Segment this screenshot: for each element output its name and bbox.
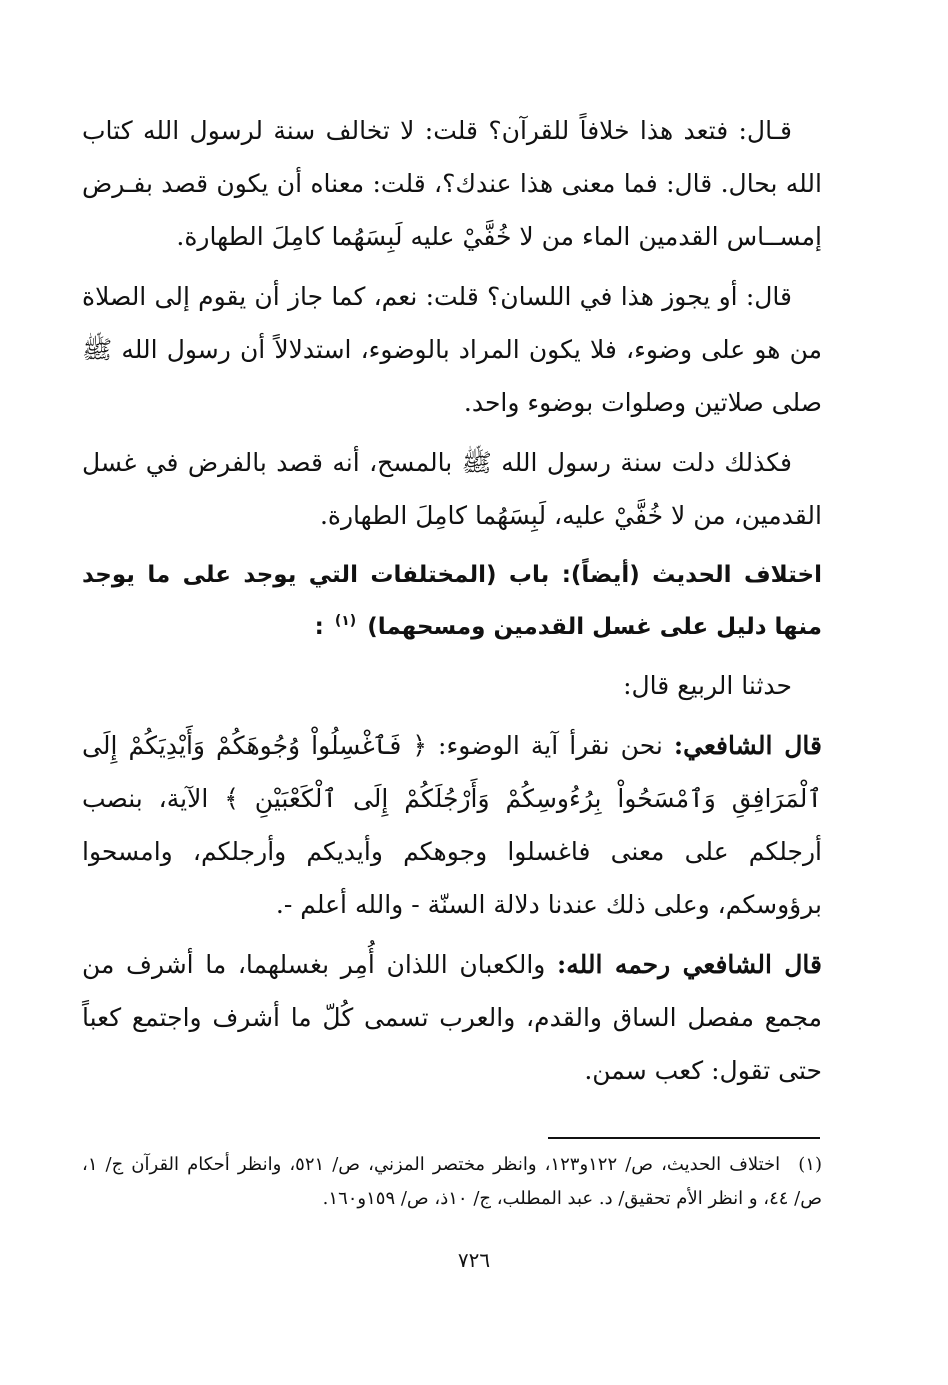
page-body bbox=[82, 104, 822, 1104]
footnote bbox=[82, 1148, 822, 1216]
chapter-heading-text: اختلاف الحديث (أيضاً): باب (المختلفات التي يوجد على ما يوجد منها دليل على غسل القدمين ومسحهما) bbox=[82, 562, 822, 640]
narration-line: حدثنا الربيع قال: bbox=[623, 671, 792, 700]
footnote-text: اختلاف الحديث، ص/ ١٢٢و١٢٣، وانظر مختصر المزني، ص/ ٥٢١، وانظر أحكام القرآن ج/ ١، ص/ ٤٤، و انظر الأم تحقيق/ د. عبد المطلب، ج/ ١٠ذ، ص/ ١٥٩و١٦٠. bbox=[82, 1154, 822, 1209]
speaker-label: قال الشافعي رحمه الله: bbox=[556, 950, 822, 979]
speaker-label: قال الشافعي: bbox=[673, 731, 822, 760]
paragraph-text: نحن نقرأ آية الوضوء: ﴿ فَٱغْسِلُواْ وُجُوهَكُمْ وَأَيْدِيَكُمْ إِلَى ٱلْمَرَافِقِ وَٱمْسَحُواْ بِرُءُوسِكُمْ وَأَرْجُلَكُمْ إِلَى ٱلْكَعْبَيْنِ ﴾ الآية، بنصب أرجلكم على معنى فاغسلوا وجوهكم وأيديكم وأرجلكم، وامسحوا برؤوسكم، وعلى ذلك عندنا دلالة السنّة - والله أعلم -. bbox=[82, 731, 822, 919]
page-number: ٧٢٦ bbox=[457, 1248, 491, 1272]
footnote-reference: (١) bbox=[334, 613, 357, 630]
paragraph-language-question: قال: أو يجوز هذا في اللسان؟ قلت: نعم، كما جاز أن يقوم إلى الصلاة من هو على وضوء، فلا يكون المراد بالوضوء، استدلالاً أن رسول الله ﷺ صلى صلاتين وصلوات بوضوء واحد. bbox=[82, 282, 822, 417]
paragraph-ankles bbox=[82, 938, 822, 1097]
chapter-heading-colon: : bbox=[314, 614, 324, 640]
paragraph-quran-contradiction: قـال: فتعد هذا خلافاً للقرآن؟ قلت: لا تخالف سنة لرسول الله كتاب الله بحال. قال: فما معنى هذا عندك؟، قلت: معناه أن يكون قصد بفـرض إمســاس القدمين الماء من لا خُفَّيْ عليه لَبِسَهُما كامِلَ الطهارة. bbox=[82, 116, 822, 251]
paragraph-text: والكعبان اللذان أُمِر بغسلهما، ما أشرف من مجمع مفصل الساق والقدم، والعرب تسمى كُلّ ما أشرف واجتمع كعباً حتى تقول: كعب سمن. bbox=[82, 950, 822, 1085]
footnote-marker: (١) bbox=[798, 1154, 822, 1175]
paragraph-wudu-verse bbox=[82, 719, 822, 931]
footnote-divider bbox=[548, 1137, 820, 1139]
chapter-heading bbox=[82, 549, 822, 653]
paragraph-sunnah-wiping: فكذلك دلت سنة رسول الله ﷺ بالمسح، أنه قصد بالفرض في غسل القدمين، من لا خُفَّيْ عليه، لَبِسَهُما كامِلَ الطهارة. bbox=[82, 448, 822, 530]
